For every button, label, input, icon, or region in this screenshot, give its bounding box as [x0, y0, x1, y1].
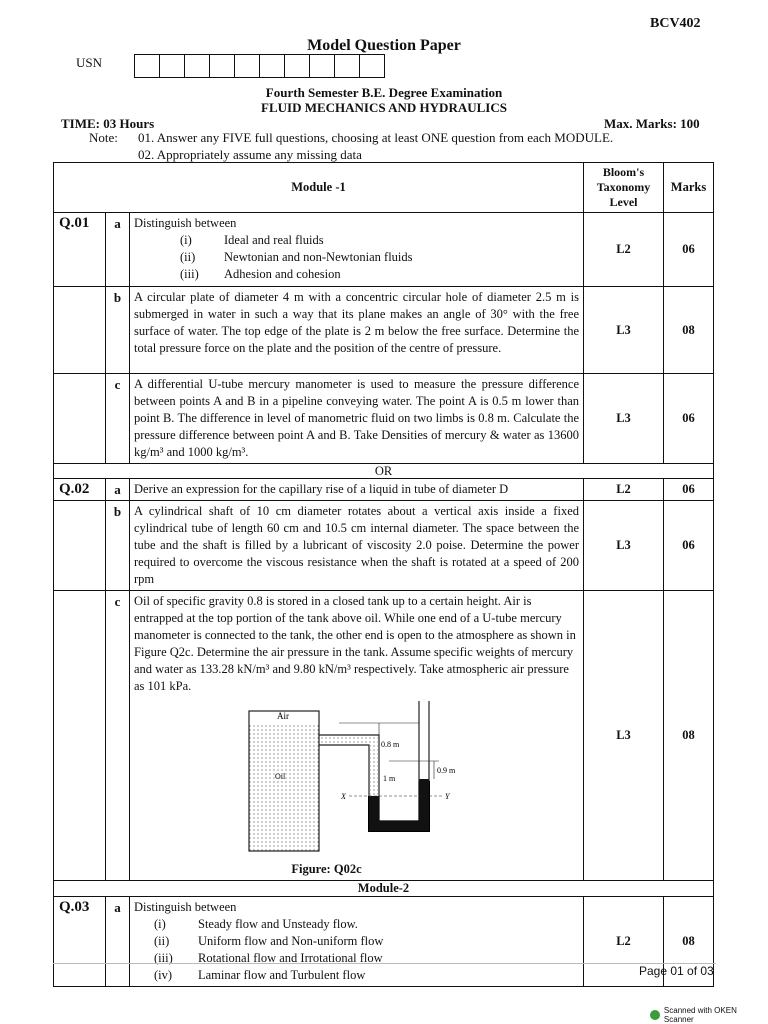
marks-value: 08 — [664, 897, 714, 987]
table-row — [54, 287, 714, 374]
marks-value: 06 — [664, 374, 714, 464]
y-label: Y — [445, 792, 450, 801]
blooms-level: L3 — [584, 501, 664, 591]
empty-cell — [54, 501, 106, 591]
u-tube-inner — [379, 781, 419, 821]
list-item — [154, 933, 579, 950]
oil-fill — [249, 723, 319, 851]
paper-code: BCV402 — [650, 16, 701, 31]
blooms-level: L2 — [584, 897, 664, 987]
usn-box — [134, 54, 160, 78]
max-marks: Max. Marks: 100 — [604, 116, 700, 131]
list-number: (ii) — [180, 250, 196, 264]
module-heading: Module -1 — [54, 163, 584, 213]
question-text — [130, 591, 584, 881]
table-header-row — [54, 163, 714, 213]
module-row — [54, 881, 714, 897]
question-table — [53, 162, 714, 987]
marks-value: 08 — [664, 591, 714, 881]
sub-label: a — [106, 479, 130, 501]
list-number: (ii) — [154, 934, 170, 948]
dim-label-1: 1 m — [383, 774, 396, 783]
usn-box — [284, 54, 310, 78]
exam-time: TIME: 03 Hours — [61, 116, 155, 131]
pipe-oil — [320, 736, 378, 744]
question-number: Q.02 — [54, 479, 106, 501]
scanner-watermark — [650, 1006, 768, 1024]
page-title: Model Question Paper — [307, 37, 461, 54]
list-number: (i) — [154, 917, 166, 931]
list-item — [180, 232, 579, 249]
sub-label: c — [106, 591, 130, 881]
table-row — [54, 591, 714, 881]
blooms-level: L3 — [584, 374, 664, 464]
air-label: Air — [277, 711, 289, 721]
usn-box — [309, 54, 335, 78]
question-intro: Distinguish between — [134, 900, 237, 914]
question-text: A cylindrical shaft of 10 cm diameter rotates about a vertical axis inside a fixed cylindrical tube of length 60 cm and 10.5 cm internal diameter. The space between the tube and the shaft is filled by a lubricant of viscosity 2.0 poise. Determine the power required to overcome the viscous resistance when the shaft is rotated at a speed of 200 rpm — [130, 501, 584, 591]
list-text: Adhesion and cohesion — [224, 267, 341, 281]
marks-value: 06 — [664, 213, 714, 287]
question-text: Derive an expression for the capillary rise of a liquid in tube of diameter D — [130, 479, 584, 501]
sub-label: a — [106, 897, 130, 987]
list-number: (iii) — [154, 951, 173, 965]
sub-label: b — [106, 287, 130, 374]
blooms-level: L2 — [584, 479, 664, 501]
list-text: Laminar flow and Turbulent flow — [198, 968, 366, 982]
question-number: Q.03 — [54, 897, 106, 987]
x-label: X — [341, 792, 346, 801]
pipe-oil-vertical — [370, 744, 378, 796]
question-intro: Distinguish between — [134, 216, 237, 230]
usn-box — [359, 54, 385, 78]
blooms-heading: Bloom's Taxonomy Level — [584, 163, 664, 213]
question-text — [130, 213, 584, 287]
list-item — [154, 916, 579, 933]
or-label: OR — [54, 464, 714, 479]
page-number: Page 01 of 03 — [639, 964, 714, 978]
usn-box — [159, 54, 185, 78]
list-item — [180, 249, 579, 266]
table-row — [54, 897, 714, 987]
exam-semester: Fourth Semester B.E. Degree Examination — [265, 85, 503, 100]
question-text: A differential U-tube mercury manometer is used to measure the pressure difference between points A and B in a pipeline conveying water. The point A is 0.5 m lower than point B. The difference in level of manometric fluid on two limbs is 0.8 m. Calculate the pressure difference between point A and B. Take Densities of mercury & water as 13600 kg/m³ and 1000 kg/m³. — [130, 374, 584, 464]
list-item — [154, 950, 579, 967]
list-text: Ideal and real fluids — [224, 233, 324, 247]
question-text: A circular plate of diameter 4 m with a concentric circular hole of diameter 2.5 m is submerged in water in such a way that its plane makes an angle of 30° with the free surface of water. The top edge of the plate is 2 m below the free surface. Determine the total pressure force on the plate and the position of the centre of pressure. — [130, 287, 584, 374]
table-row — [54, 501, 714, 591]
sub-label: b — [106, 501, 130, 591]
scanner-logo-icon — [650, 1010, 660, 1020]
exam-subject: FLUID MECHANICS AND HYDRAULICS — [261, 100, 507, 115]
blooms-level: L3 — [584, 591, 664, 881]
marks-heading: Marks — [664, 163, 714, 213]
note-2: 02. Appropriately assume any missing data — [138, 147, 362, 162]
note-label: Note: — [89, 130, 118, 145]
footer-divider — [53, 963, 716, 964]
manometer-figure — [229, 701, 489, 861]
or-row — [54, 464, 714, 479]
table-row — [54, 479, 714, 501]
list-item — [180, 266, 579, 283]
list-item — [154, 967, 579, 984]
list-text: Steady flow and Unsteady flow. — [198, 917, 358, 931]
module-2-heading: Module-2 — [54, 881, 714, 897]
table-row — [54, 213, 714, 287]
empty-cell — [54, 287, 106, 374]
exam-heading — [0, 85, 768, 115]
empty-cell — [54, 374, 106, 464]
usn-box — [234, 54, 260, 78]
sub-label: c — [106, 374, 130, 464]
empty-cell — [54, 591, 106, 881]
usn-box — [184, 54, 210, 78]
figure-caption: Figure: Q02c — [291, 862, 362, 876]
list-number: (iii) — [180, 267, 199, 281]
blooms-level: L3 — [584, 287, 664, 374]
manometer-diagram — [229, 701, 489, 861]
dim-label-09: 0.9 m — [437, 766, 456, 775]
usn-label: USN — [76, 55, 103, 70]
sub-label: a — [106, 213, 130, 287]
note-1: 01. Answer any FIVE full questions, choosing at least ONE question from each MODULE. — [138, 130, 614, 145]
question-number: Q.01 — [54, 213, 106, 287]
marks-value: 06 — [664, 479, 714, 501]
usn-box — [259, 54, 285, 78]
marks-value: 06 — [664, 501, 714, 591]
usn-box — [209, 54, 235, 78]
scanner-text: Scanned with OKEN Scanner — [663, 1006, 737, 1024]
connecting-pipe-inner — [319, 745, 369, 796]
list-text: Newtonian and non-Newtonian fluids — [224, 250, 413, 264]
list-text: Rotational flow and Irrotational flow — [198, 951, 383, 965]
question-text — [130, 897, 584, 987]
list-number: (iv) — [154, 968, 173, 982]
usn-boxes — [135, 54, 385, 78]
oil-label: Oil — [275, 772, 286, 781]
table-row — [54, 374, 714, 464]
list-text: Uniform flow and Non-uniform flow — [198, 934, 384, 948]
usn-box — [334, 54, 360, 78]
question-body: Oil of specific gravity 0.8 is stored in a closed tank up to a certain height. Air is entrapped at the top portion of the tank above oil. While one end of a U-tube mercury manometer is connected to the tank, the other end is open to the atmosphere as shown in Figure Q2c. Determine the air pressure in the tank. Assume specific weights of mercury and water as 133.28 kN/m³ and 9.80 kN/m³ respectively. Take atmospheric air pressure as 101 kPa. — [134, 594, 576, 693]
list-number: (i) — [180, 233, 192, 247]
dim-label-08: 0.8 m — [381, 740, 400, 749]
marks-value: 08 — [664, 287, 714, 374]
blooms-level: L2 — [584, 213, 664, 287]
